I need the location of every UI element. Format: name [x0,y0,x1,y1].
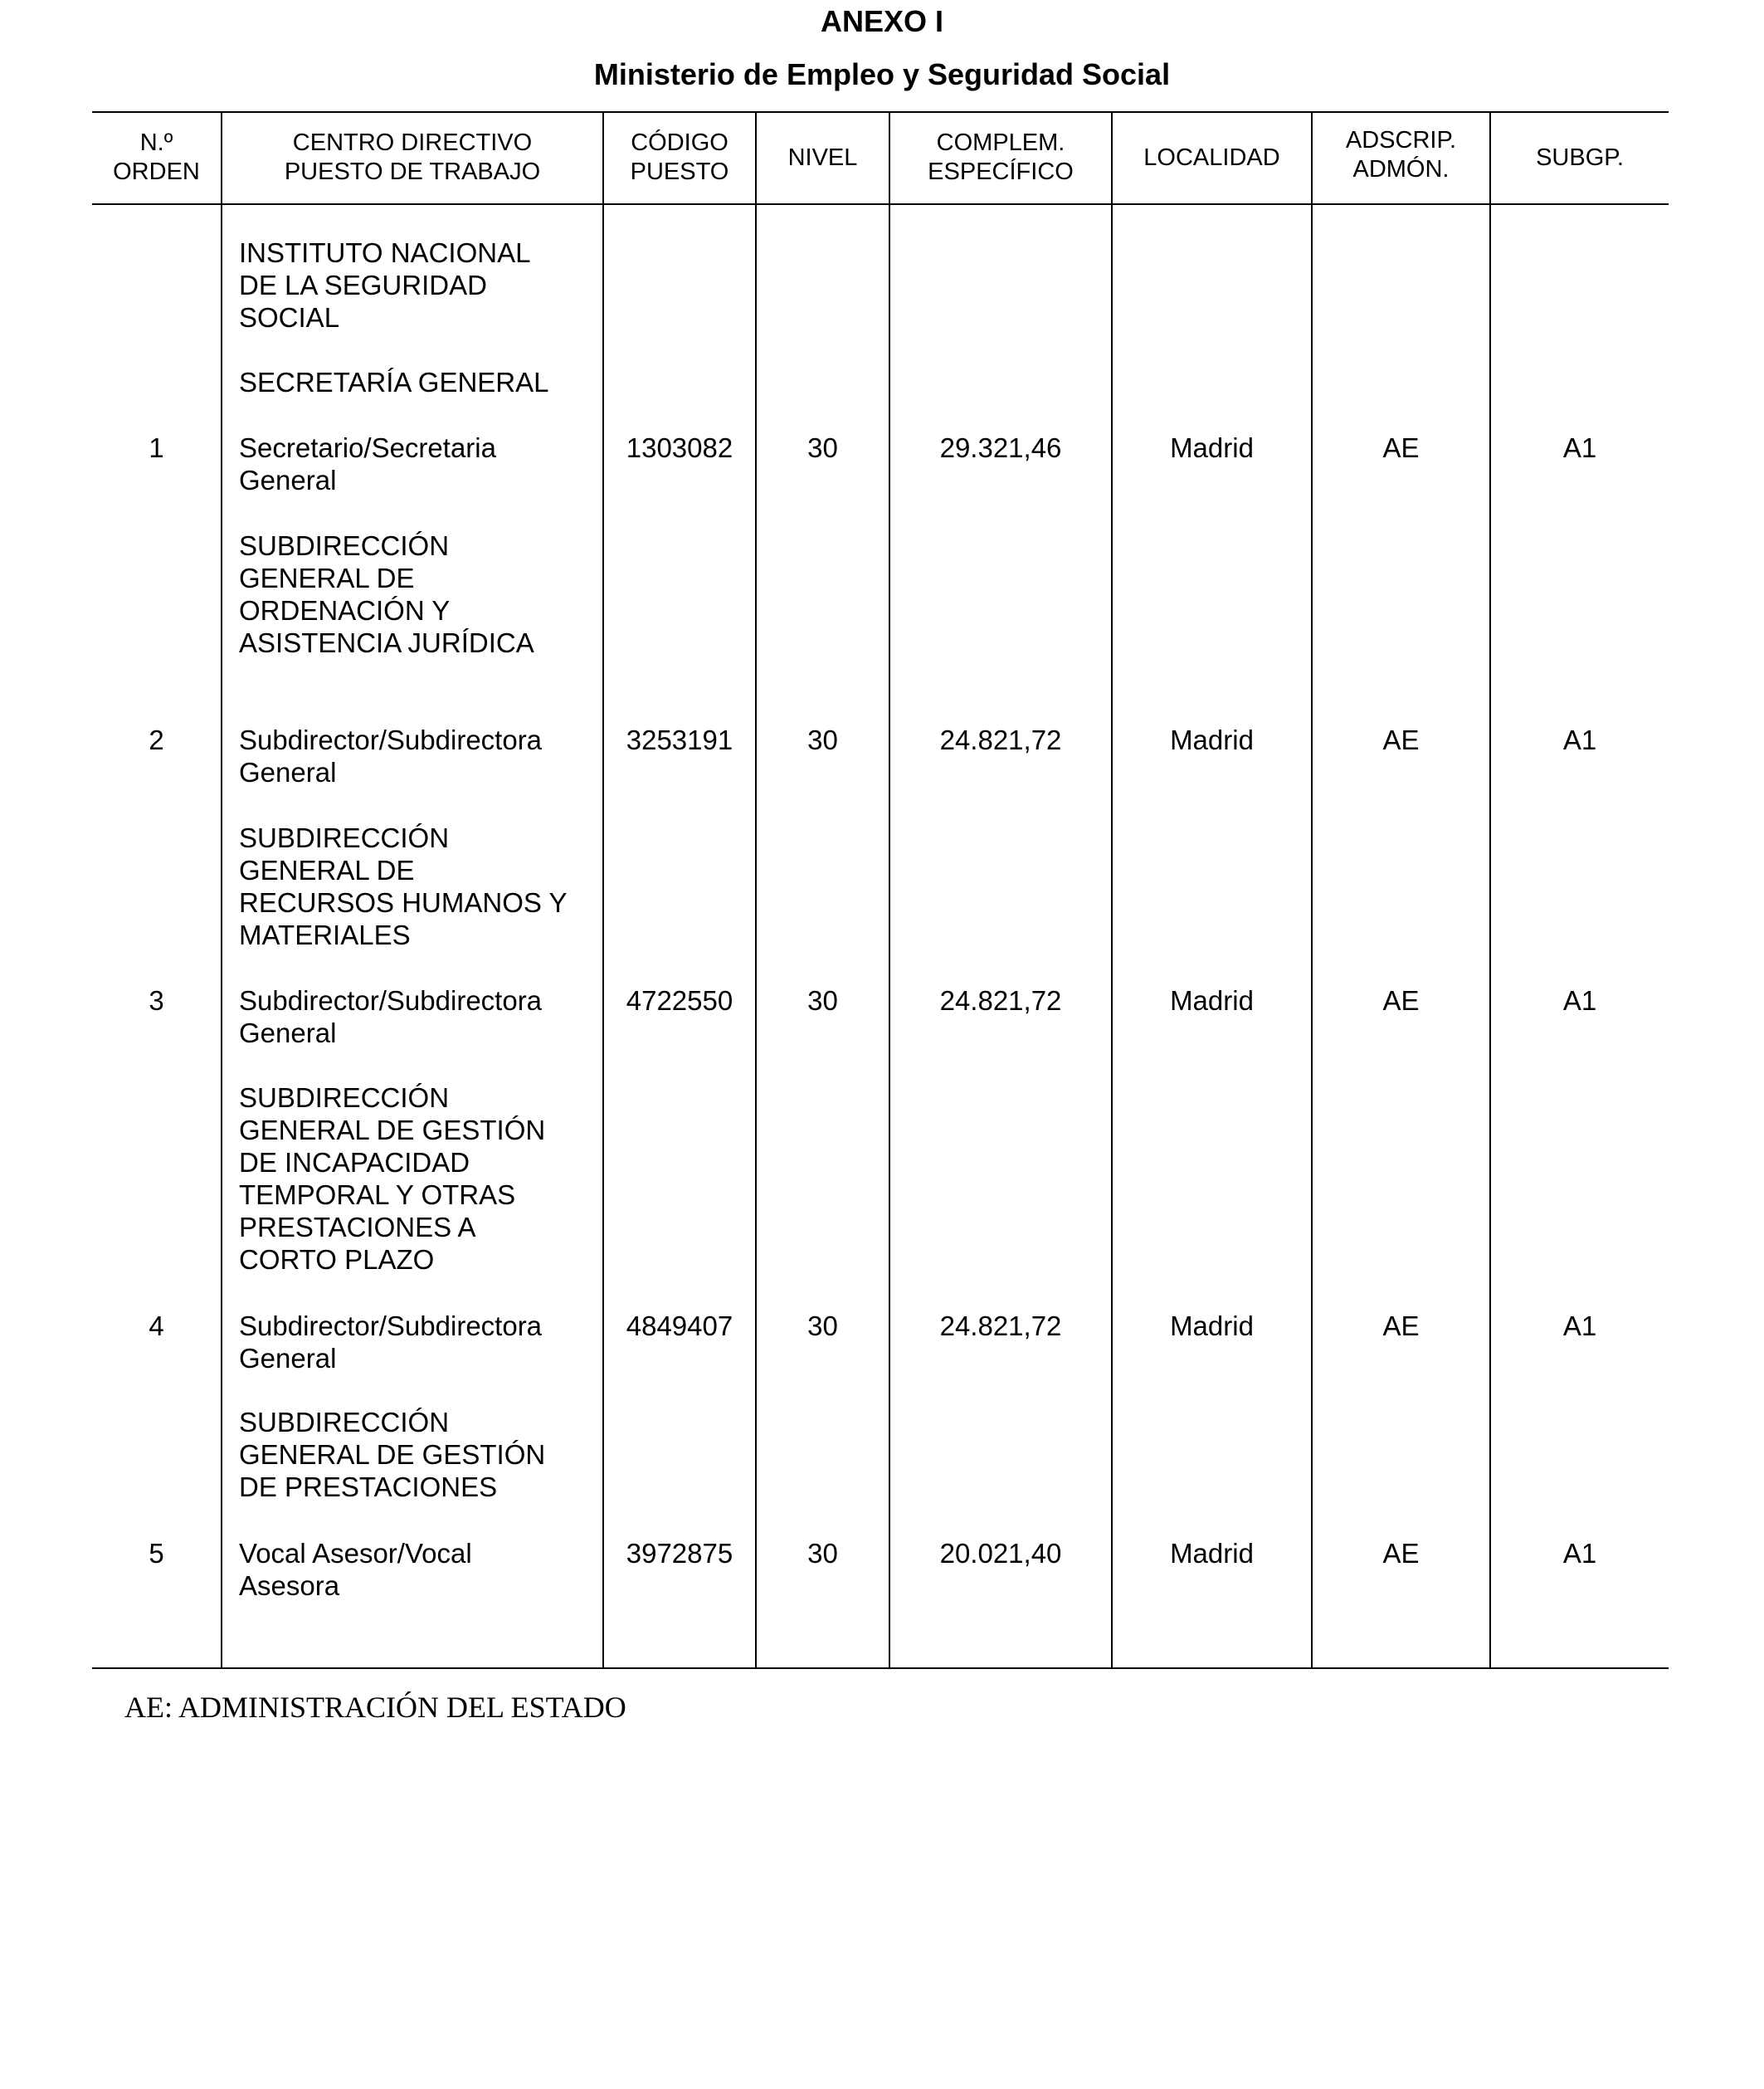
table-row-2-localidad: Madrid [1170,725,1254,755]
section-ordenacion: SUBDIRECCIÓN GENERAL DE ORDENACIÓN Y ASISTENCIA JURÍDICA [239,530,534,658]
section-incapacidad: SUBDIRECCIÓN GENERAL DE GESTIÓN DE INCAPACIDAD TEMPORAL Y OTRAS PRESTACIONES A CORTO PLAZO [239,1082,546,1275]
table-row-4-complemento: 24.821,72 [939,1311,1062,1341]
table-row-2-nivel: 30 [807,725,838,755]
table-bottom-rule [92,1667,1669,1669]
table-row-1-puesto: Secretario/Secretaria General [239,432,496,495]
table-row-3-subgrupo: A1 [1562,985,1597,1016]
table-row-3-localidad: Madrid [1170,985,1254,1016]
column-divider [221,111,222,1668]
table-row-4-codigo: 4849407 [626,1311,733,1341]
section-instituto: INSTITUTO NACIONAL DE LA SEGURIDAD SOCIAL [239,237,531,333]
header-codigo-puesto: CÓDIGO PUESTO [630,129,729,185]
table-row-5-codigo: 3972875 [626,1538,733,1569]
table-row-3-codigo: 4722550 [626,985,733,1016]
section-recursos-humanos: SUBDIRECCIÓN GENERAL DE RECURSOS HUMANOS Y MATERIALES [239,822,568,950]
annex-title: ANEXO I [820,4,944,38]
table-row-5-nivel: 30 [807,1538,838,1569]
table-row-5-localidad: Madrid [1170,1538,1254,1569]
header-complemento: COMPLEM. ESPECÍFICO [928,129,1074,185]
table-row-2-adscripcion: AE [1382,725,1420,755]
table-row-1-adscripcion: AE [1382,432,1420,463]
table-row-5-complemento: 20.021,40 [939,1538,1062,1569]
header-nivel: NIVEL [787,144,858,171]
ministry-title: Ministerio de Empleo y Seguridad Social [593,57,1171,91]
table-row-4-adscripcion: AE [1382,1311,1420,1341]
header-centro-directivo: CENTRO DIRECTIVO PUESTO DE TRABAJO [284,129,541,185]
table-row-2-orden: 2 [149,725,164,755]
header-adscripcion: ADSCRIP. ADMÓN. [1345,127,1457,183]
table-row-3-complemento: 24.821,72 [939,985,1062,1016]
table-row-4-localidad: Madrid [1170,1311,1254,1341]
table-row-5-puesto: Vocal Asesor/Vocal Asesora [239,1538,472,1601]
table-row-2-codigo: 3253191 [626,725,733,755]
footnote: AE: ADMINISTRACIÓN DEL ESTADO [124,1691,626,1724]
section-secretaria-general: SECRETARÍA GENERAL [239,367,549,398]
table-row-3-adscripcion: AE [1382,985,1420,1016]
header-orden: N.º ORDEN [113,129,200,185]
table-row-3-orden: 3 [149,985,164,1016]
column-divider [755,111,757,1668]
column-divider [602,111,604,1668]
table-row-1-localidad: Madrid [1170,432,1254,463]
table-row-2-subgrupo: A1 [1562,725,1597,755]
table-row-1-complemento: 29.321,46 [939,432,1062,463]
table-row-5-adscripcion: AE [1382,1538,1420,1569]
table-row-4-puesto: Subdirector/Subdirectora General [239,1311,543,1374]
column-divider [1111,111,1113,1668]
table-row-1-orden: 1 [149,432,164,463]
table-row-3-nivel: 30 [807,985,838,1016]
table-row-2-complemento: 24.821,72 [939,725,1062,755]
column-divider [889,111,890,1668]
table-row-1-subgrupo: A1 [1562,432,1597,463]
table-row-4-orden: 4 [149,1311,164,1341]
header-subgrupo: SUBGP. [1536,144,1624,171]
column-divider [1311,111,1313,1668]
header-localidad: LOCALIDAD [1143,144,1280,171]
table-row-4-nivel: 30 [807,1311,838,1341]
section-prestaciones: SUBDIRECCIÓN GENERAL DE GESTIÓN DE PRESTACIONES [239,1407,546,1502]
column-divider [1489,111,1491,1668]
table-row-2-puesto: Subdirector/Subdirectora General [239,725,543,788]
table-row-1-nivel: 30 [807,432,838,463]
table-row-5-orden: 5 [149,1538,164,1569]
table-row-1-codigo: 1303082 [626,432,733,463]
table-row-3-puesto: Subdirector/Subdirectora General [239,985,543,1048]
table-row-4-subgrupo: A1 [1562,1311,1597,1341]
table-row-5-subgrupo: A1 [1562,1538,1597,1569]
